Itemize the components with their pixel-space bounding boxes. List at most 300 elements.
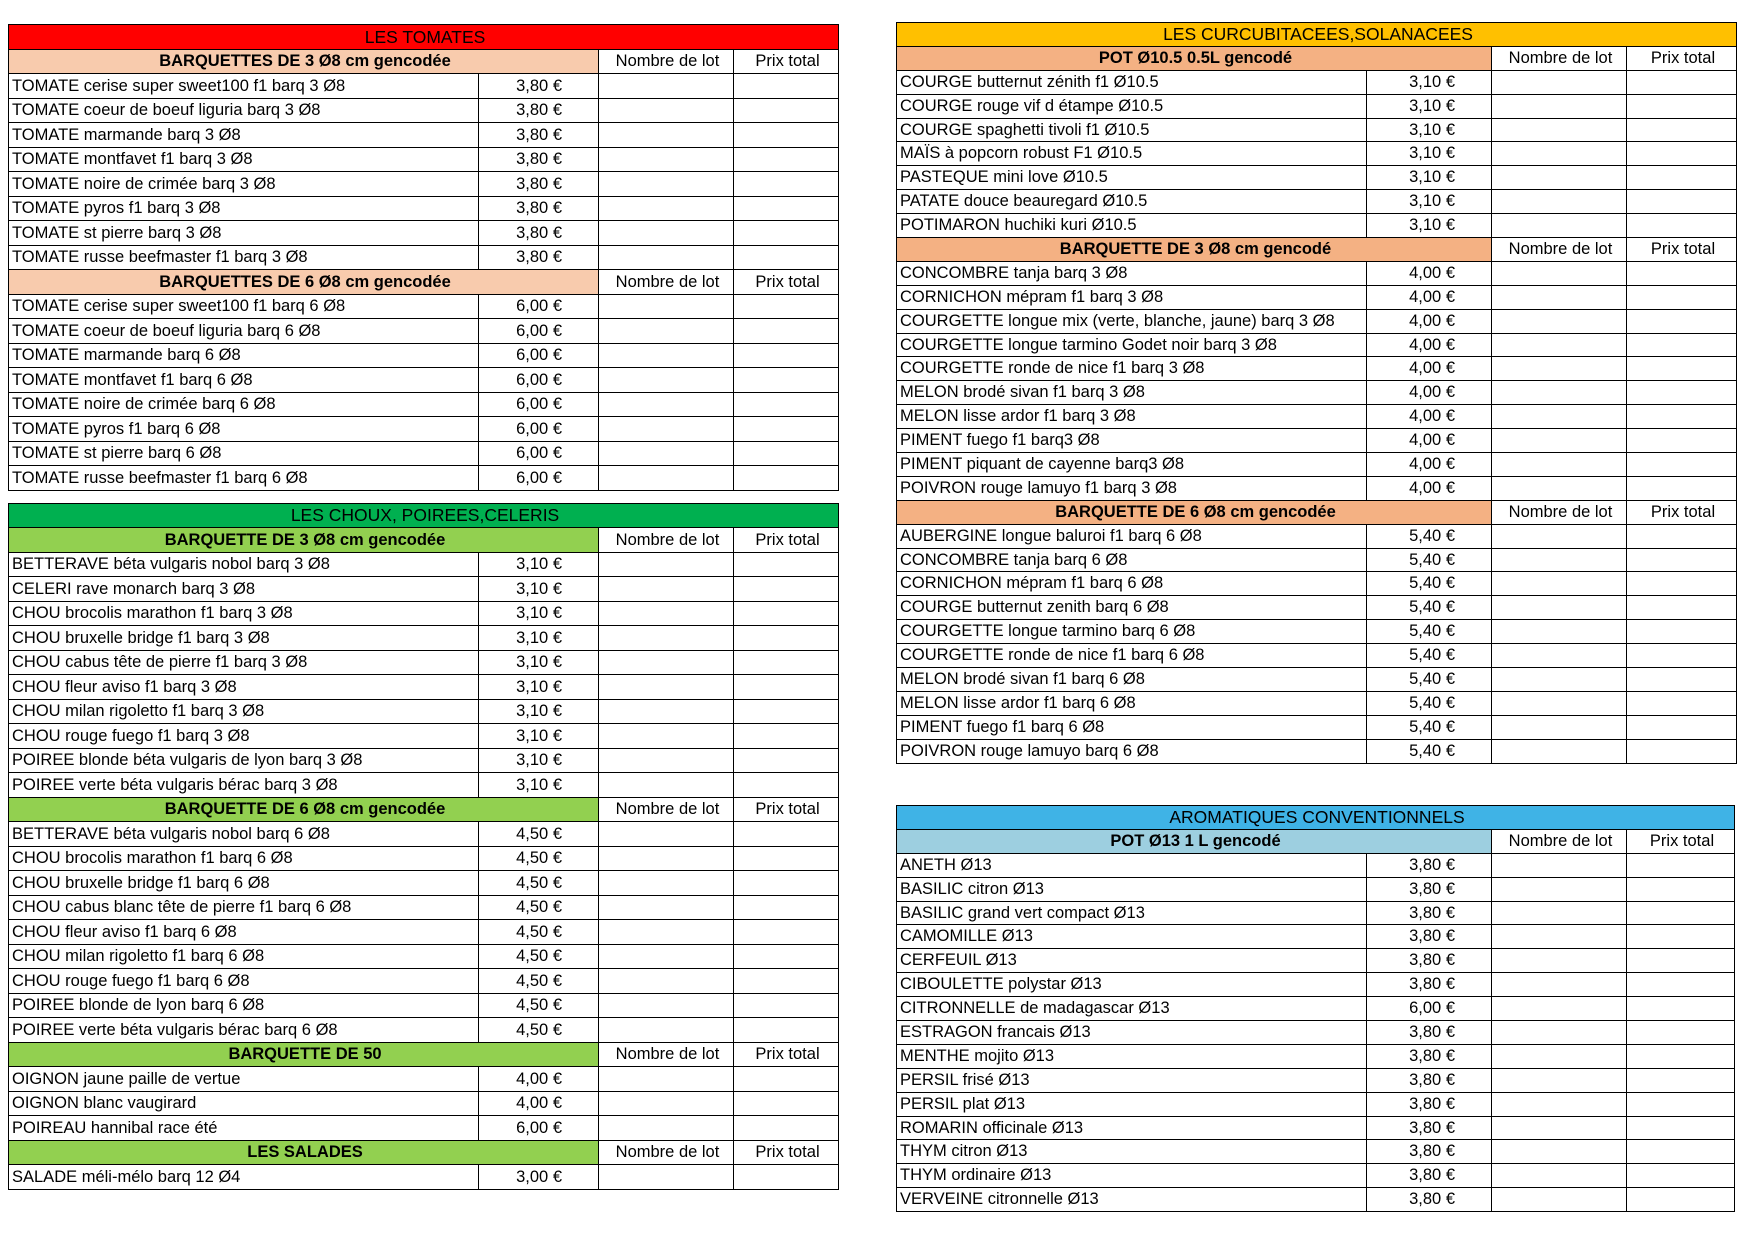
- table-row: [897, 1140, 1735, 1164]
- lot-count-cell[interactable]: [1492, 261, 1627, 285]
- lot-count-cell[interactable]: [1492, 118, 1627, 142]
- column-header-total: Prix total: [734, 1140, 839, 1165]
- lot-count-cell[interactable]: [1492, 1164, 1627, 1188]
- total-price-cell[interactable]: [734, 368, 839, 393]
- total-price-cell[interactable]: [734, 392, 839, 417]
- lot-count-cell[interactable]: [599, 944, 734, 969]
- product-price: 4,00 €: [1367, 357, 1492, 381]
- total-price-cell[interactable]: [734, 773, 839, 798]
- table-row: [897, 261, 1737, 285]
- lot-count-cell[interactable]: [599, 675, 734, 700]
- lot-count-cell[interactable]: [1492, 309, 1627, 333]
- product-name: PIMENT fuego f1 barq3 Ø8: [897, 429, 1367, 453]
- product-price: 3,80 €: [1367, 1021, 1492, 1045]
- lot-count-cell[interactable]: [599, 294, 734, 319]
- total-price-cell[interactable]: [734, 221, 839, 246]
- table-row: [9, 172, 839, 197]
- lot-count-cell[interactable]: [1492, 1188, 1627, 1212]
- lot-count-cell[interactable]: [599, 699, 734, 724]
- group-header: [897, 829, 1735, 853]
- table-row: [9, 724, 839, 749]
- product-name: TOMATE pyros f1 barq 3 Ø8: [9, 196, 479, 221]
- lot-count-cell[interactable]: [599, 1165, 734, 1190]
- product-price: 4,50 €: [479, 993, 599, 1018]
- product-price: 3,80 €: [1367, 1092, 1492, 1116]
- group-header: [9, 797, 839, 822]
- product-price: 3,10 €: [479, 724, 599, 749]
- lot-count-cell[interactable]: [599, 1091, 734, 1116]
- product-price: 4,00 €: [1367, 476, 1492, 500]
- lot-count-cell[interactable]: [599, 626, 734, 651]
- lot-count-cell[interactable]: [1492, 548, 1627, 572]
- product-price: 4,50 €: [479, 920, 599, 945]
- total-price-cell[interactable]: [734, 123, 839, 148]
- total-price-cell[interactable]: [1627, 429, 1737, 453]
- order-table: [896, 805, 1735, 1212]
- product-price: 5,40 €: [1367, 596, 1492, 620]
- product-name: TOMATE russe beefmaster f1 barq 3 Ø8: [9, 245, 479, 270]
- lot-count-cell[interactable]: [1492, 644, 1627, 668]
- total-price-cell[interactable]: [734, 245, 839, 270]
- group-title: BARQUETTE DE 6 Ø8 cm gencodée: [897, 500, 1492, 524]
- product-price: 5,40 €: [1367, 691, 1492, 715]
- total-price-cell[interactable]: [1627, 973, 1735, 997]
- product-price: 3,80 €: [1367, 1044, 1492, 1068]
- table-row: [897, 644, 1737, 668]
- table-row: [897, 1092, 1735, 1116]
- lot-count-cell[interactable]: [599, 417, 734, 442]
- total-price-cell[interactable]: [734, 343, 839, 368]
- product-price: 4,50 €: [479, 871, 599, 896]
- product-price: 4,00 €: [1367, 309, 1492, 333]
- product-name: POIVRON rouge lamuyo f1 barq 3 Ø8: [897, 476, 1367, 500]
- total-price-cell[interactable]: [1627, 1092, 1735, 1116]
- lot-count-cell[interactable]: [599, 969, 734, 994]
- product-price: 4,00 €: [479, 1091, 599, 1116]
- total-price-cell[interactable]: [1627, 715, 1737, 739]
- total-price-cell[interactable]: [734, 895, 839, 920]
- product-name: PASTEQUE mini love Ø10.5: [897, 166, 1367, 190]
- lot-count-cell[interactable]: [1492, 668, 1627, 692]
- lot-count-cell[interactable]: [1492, 1021, 1627, 1045]
- product-name: COURGETTE longue tarmino Godet noir barq 3 Ø8: [897, 333, 1367, 357]
- total-price-cell[interactable]: [1627, 901, 1735, 925]
- product-price: 3,10 €: [1367, 190, 1492, 214]
- product-price: 3,80 €: [479, 172, 599, 197]
- lot-count-cell[interactable]: [1492, 739, 1627, 763]
- product-price: 3,10 €: [479, 626, 599, 651]
- table-row: [9, 1067, 839, 1092]
- total-price-cell[interactable]: [1627, 1044, 1735, 1068]
- total-price-cell[interactable]: [1627, 476, 1737, 500]
- product-name: OIGNON jaune paille de vertue: [9, 1067, 479, 1092]
- lot-count-cell[interactable]: [599, 245, 734, 270]
- section-title: LES CHOUX, POIREES,CELERIS: [9, 503, 839, 528]
- total-price-cell[interactable]: [734, 944, 839, 969]
- total-price-cell[interactable]: [734, 552, 839, 577]
- product-price: 3,10 €: [479, 748, 599, 773]
- product-price: 3,80 €: [1367, 1116, 1492, 1140]
- table-row: [897, 1116, 1735, 1140]
- lot-count-cell[interactable]: [1492, 94, 1627, 118]
- section-title: LES CURCUBITACEES,SOLANACEES: [897, 23, 1737, 47]
- table-row: [897, 1164, 1735, 1188]
- total-price-cell[interactable]: [1627, 1068, 1735, 1092]
- group-title: POT Ø13 1 L gencodé: [897, 829, 1492, 853]
- product-price: 3,10 €: [1367, 214, 1492, 238]
- lot-count-cell[interactable]: [599, 871, 734, 896]
- product-name: TOMATE noire de crimée barq 3 Ø8: [9, 172, 479, 197]
- lot-count-cell[interactable]: [599, 846, 734, 871]
- product-name: TOMATE cerise super sweet100 f1 barq 6 Ø8: [9, 294, 479, 319]
- table-row: [9, 577, 839, 602]
- lot-count-cell[interactable]: [599, 552, 734, 577]
- table-row: [897, 853, 1735, 877]
- lot-count-cell[interactable]: [1492, 877, 1627, 901]
- product-name: CHOU rouge fuego f1 barq 6 Ø8: [9, 969, 479, 994]
- total-price-cell[interactable]: [1627, 214, 1737, 238]
- total-price-cell[interactable]: [1627, 1164, 1735, 1188]
- table-row: [9, 294, 839, 319]
- lot-count-cell[interactable]: [599, 724, 734, 749]
- total-price-cell[interactable]: [734, 724, 839, 749]
- lot-count-cell[interactable]: [1492, 1068, 1627, 1092]
- total-price-cell[interactable]: [734, 319, 839, 344]
- column-header-total: Prix total: [734, 1042, 839, 1067]
- product-name: CHOU bruxelle bridge f1 barq 6 Ø8: [9, 871, 479, 896]
- total-price-cell[interactable]: [734, 294, 839, 319]
- total-price-cell[interactable]: [1627, 877, 1735, 901]
- product-price: 3,80 €: [1367, 973, 1492, 997]
- table-row: [9, 1165, 839, 1190]
- total-price-cell[interactable]: [734, 74, 839, 99]
- table-row: [897, 1068, 1735, 1092]
- product-price: 3,80 €: [1367, 1164, 1492, 1188]
- total-price-cell[interactable]: [1627, 1116, 1735, 1140]
- product-name: TOMATE russe beefmaster f1 barq 6 Ø8: [9, 466, 479, 491]
- lot-count-cell[interactable]: [1492, 973, 1627, 997]
- total-price-cell[interactable]: [1627, 357, 1737, 381]
- product-price: 3,80 €: [1367, 853, 1492, 877]
- product-name: POTIMARON huchiki kuri Ø10.5: [897, 214, 1367, 238]
- lot-count-cell[interactable]: [599, 98, 734, 123]
- total-price-cell[interactable]: [734, 577, 839, 602]
- total-price-cell[interactable]: [734, 601, 839, 626]
- total-price-cell[interactable]: [734, 626, 839, 651]
- total-price-cell[interactable]: [734, 1116, 839, 1141]
- column-header-lots: Nombre de lot: [599, 797, 734, 822]
- total-price-cell[interactable]: [1627, 853, 1735, 877]
- lot-count-cell[interactable]: [599, 441, 734, 466]
- total-price-cell[interactable]: [734, 417, 839, 442]
- right-top-column: [896, 22, 1736, 764]
- total-price-cell[interactable]: [1627, 166, 1737, 190]
- lot-count-cell[interactable]: [599, 1067, 734, 1092]
- table-row: [9, 1091, 839, 1116]
- total-price-cell[interactable]: [734, 172, 839, 197]
- order-table: [8, 503, 839, 1190]
- total-price-cell[interactable]: [1627, 548, 1737, 572]
- product-name: CERFEUIL Ø13: [897, 949, 1367, 973]
- total-price-cell[interactable]: [1627, 333, 1737, 357]
- table-row: [897, 1044, 1735, 1068]
- lot-count-cell[interactable]: [1492, 357, 1627, 381]
- lot-count-cell[interactable]: [1492, 190, 1627, 214]
- lot-count-cell[interactable]: [1492, 925, 1627, 949]
- product-name: BETTERAVE béta vulgaris nobol barq 6 Ø8: [9, 822, 479, 847]
- table-row: [9, 319, 839, 344]
- total-price-cell[interactable]: [1627, 949, 1735, 973]
- total-price-cell[interactable]: [1627, 1140, 1735, 1164]
- product-name: ESTRAGON francais Ø13: [897, 1021, 1367, 1045]
- lot-count-cell[interactable]: [599, 319, 734, 344]
- lot-count-cell[interactable]: [599, 221, 734, 246]
- lot-count-cell[interactable]: [599, 993, 734, 1018]
- total-price-cell[interactable]: [734, 1018, 839, 1043]
- product-name: TOMATE montfavet f1 barq 6 Ø8: [9, 368, 479, 393]
- product-name: COURGE butternut zénith f1 Ø10.5: [897, 70, 1367, 94]
- total-price-cell[interactable]: [1627, 596, 1737, 620]
- total-price-cell[interactable]: [1627, 285, 1737, 309]
- product-name: POIREAU hannibal race été: [9, 1116, 479, 1141]
- lot-count-cell[interactable]: [1492, 572, 1627, 596]
- lot-count-cell[interactable]: [599, 1116, 734, 1141]
- column-header-total: Prix total: [1627, 500, 1737, 524]
- lot-count-cell[interactable]: [1492, 214, 1627, 238]
- total-price-cell[interactable]: [1627, 739, 1737, 763]
- lot-count-cell[interactable]: [1492, 997, 1627, 1021]
- product-price: 6,00 €: [479, 1116, 599, 1141]
- lot-count-cell[interactable]: [599, 74, 734, 99]
- product-price: 5,40 €: [1367, 668, 1492, 692]
- total-price-cell[interactable]: [1627, 405, 1737, 429]
- total-price-cell[interactable]: [1627, 142, 1737, 166]
- lot-count-cell[interactable]: [1492, 853, 1627, 877]
- total-price-cell[interactable]: [1627, 925, 1735, 949]
- product-name: TOMATE st pierre barq 6 Ø8: [9, 441, 479, 466]
- lot-count-cell[interactable]: [1492, 691, 1627, 715]
- product-price: 3,10 €: [479, 650, 599, 675]
- group-title: POT Ø10.5 0.5L gencodé: [897, 46, 1492, 70]
- total-price-cell[interactable]: [1627, 261, 1737, 285]
- product-name: MELON brodé sivan f1 barq 3 Ø8: [897, 381, 1367, 405]
- lot-count-cell[interactable]: [599, 368, 734, 393]
- table-row: [897, 94, 1737, 118]
- total-price-cell[interactable]: [734, 675, 839, 700]
- product-price: 3,80 €: [479, 123, 599, 148]
- product-price: 4,50 €: [479, 846, 599, 871]
- group-header: [9, 1140, 839, 1165]
- total-price-cell[interactable]: [734, 748, 839, 773]
- table-row: [9, 196, 839, 221]
- table-row: [897, 405, 1737, 429]
- lot-count-cell[interactable]: [1492, 405, 1627, 429]
- product-name: SALADE méli-mélo barq 12 Ø4: [9, 1165, 479, 1190]
- product-price: 3,80 €: [479, 74, 599, 99]
- lot-count-cell[interactable]: [1492, 1140, 1627, 1164]
- product-price: 3,10 €: [479, 773, 599, 798]
- product-name: POIVRON rouge lamuyo barq 6 Ø8: [897, 739, 1367, 763]
- lot-count-cell[interactable]: [599, 748, 734, 773]
- table-row: [897, 572, 1737, 596]
- lot-count-cell[interactable]: [1492, 70, 1627, 94]
- lot-count-cell[interactable]: [1492, 901, 1627, 925]
- product-name: AUBERGINE longue baluroi f1 barq 6 Ø8: [897, 524, 1367, 548]
- lot-count-cell[interactable]: [599, 895, 734, 920]
- lot-count-cell[interactable]: [1492, 381, 1627, 405]
- group-header: [9, 528, 839, 553]
- column-header-lots: Nombre de lot: [1492, 829, 1627, 853]
- table-row: [897, 453, 1737, 477]
- total-price-cell[interactable]: [1627, 997, 1735, 1021]
- product-price: 3,10 €: [1367, 166, 1492, 190]
- product-price: 4,50 €: [479, 822, 599, 847]
- total-price-cell[interactable]: [1627, 381, 1737, 405]
- product-name: MELON lisse ardor f1 barq 3 Ø8: [897, 405, 1367, 429]
- lot-count-cell[interactable]: [599, 147, 734, 172]
- total-price-cell[interactable]: [734, 650, 839, 675]
- product-name: CIBOULETTE polystar Ø13: [897, 973, 1367, 997]
- lot-count-cell[interactable]: [1492, 524, 1627, 548]
- total-price-cell[interactable]: [734, 441, 839, 466]
- lot-count-cell[interactable]: [599, 601, 734, 626]
- table-row: [9, 895, 839, 920]
- table-row: [9, 773, 839, 798]
- column-header-lots: Nombre de lot: [599, 1140, 734, 1165]
- table-row: [897, 548, 1737, 572]
- table-row: [9, 368, 839, 393]
- column-header-lots: Nombre de lot: [599, 49, 734, 74]
- group-title: BARQUETTES DE 6 Ø8 cm gencodée: [9, 270, 599, 295]
- lot-count-cell[interactable]: [599, 466, 734, 491]
- total-price-cell[interactable]: [734, 993, 839, 1018]
- product-name: CHOU cabus tête de pierre f1 barq 3 Ø8: [9, 650, 479, 675]
- total-price-cell[interactable]: [1627, 668, 1737, 692]
- total-price-cell[interactable]: [734, 969, 839, 994]
- section-header: [9, 503, 839, 528]
- table-row: [9, 221, 839, 246]
- table-row: [897, 429, 1737, 453]
- lot-count-cell[interactable]: [599, 577, 734, 602]
- total-price-cell[interactable]: [1627, 118, 1737, 142]
- total-price-cell[interactable]: [1627, 1021, 1735, 1045]
- product-name: OIGNON blanc vaugirard: [9, 1091, 479, 1116]
- table-row: [897, 901, 1735, 925]
- product-name: CELERI rave monarch barq 3 Ø8: [9, 577, 479, 602]
- product-price: 3,80 €: [1367, 1068, 1492, 1092]
- total-price-cell[interactable]: [1627, 524, 1737, 548]
- column-header-total: Prix total: [734, 270, 839, 295]
- table-row: [897, 70, 1737, 94]
- lot-count-cell[interactable]: [1492, 620, 1627, 644]
- lot-count-cell[interactable]: [1492, 285, 1627, 309]
- total-price-cell[interactable]: [1627, 190, 1737, 214]
- total-price-cell[interactable]: [1627, 691, 1737, 715]
- product-name: CONCOMBRE tanja barq 6 Ø8: [897, 548, 1367, 572]
- product-name: MELON brodé sivan f1 barq 6 Ø8: [897, 668, 1367, 692]
- product-price: 4,00 €: [1367, 453, 1492, 477]
- total-price-cell[interactable]: [734, 466, 839, 491]
- lot-count-cell[interactable]: [599, 773, 734, 798]
- table-row: [9, 441, 839, 466]
- product-name: CHOU brocolis marathon f1 barq 6 Ø8: [9, 846, 479, 871]
- total-price-cell[interactable]: [734, 846, 839, 871]
- total-price-cell[interactable]: [734, 98, 839, 123]
- total-price-cell[interactable]: [734, 147, 839, 172]
- product-price: 5,40 €: [1367, 524, 1492, 548]
- total-price-cell[interactable]: [734, 1067, 839, 1092]
- total-price-cell[interactable]: [1627, 572, 1737, 596]
- total-price-cell[interactable]: [1627, 453, 1737, 477]
- total-price-cell[interactable]: [734, 822, 839, 847]
- total-price-cell[interactable]: [734, 196, 839, 221]
- lot-count-cell[interactable]: [599, 343, 734, 368]
- product-name: PIMENT fuego f1 barq 6 Ø8: [897, 715, 1367, 739]
- product-name: TOMATE marmande barq 3 Ø8: [9, 123, 479, 148]
- total-price-cell[interactable]: [1627, 70, 1737, 94]
- total-price-cell[interactable]: [1627, 309, 1737, 333]
- total-price-cell[interactable]: [734, 699, 839, 724]
- lot-count-cell[interactable]: [599, 1018, 734, 1043]
- total-price-cell[interactable]: [734, 871, 839, 896]
- table-row: [897, 1188, 1735, 1212]
- product-name: CITRONNELLE de madagascar Ø13: [897, 997, 1367, 1021]
- total-price-cell[interactable]: [734, 1091, 839, 1116]
- lot-count-cell[interactable]: [1492, 1116, 1627, 1140]
- lot-count-cell[interactable]: [1492, 1092, 1627, 1116]
- group-header: [897, 238, 1737, 262]
- column-header-total: Prix total: [734, 797, 839, 822]
- product-price: 6,00 €: [479, 392, 599, 417]
- product-price: 4,50 €: [479, 1018, 599, 1043]
- lot-count-cell[interactable]: [1492, 1044, 1627, 1068]
- total-price-cell[interactable]: [734, 1165, 839, 1190]
- lot-count-cell[interactable]: [599, 196, 734, 221]
- lot-count-cell[interactable]: [599, 822, 734, 847]
- total-price-cell[interactable]: [1627, 1188, 1735, 1212]
- product-name: POIREE verte béta vulgaris bérac barq 3 Ø8: [9, 773, 479, 798]
- lot-count-cell[interactable]: [599, 172, 734, 197]
- table-row: [897, 214, 1737, 238]
- total-price-cell[interactable]: [734, 920, 839, 945]
- table-row: [9, 245, 839, 270]
- product-price: 6,00 €: [479, 441, 599, 466]
- lot-count-cell[interactable]: [1492, 142, 1627, 166]
- total-price-cell[interactable]: [1627, 620, 1737, 644]
- total-price-cell[interactable]: [1627, 94, 1737, 118]
- total-price-cell[interactable]: [1627, 644, 1737, 668]
- product-name: PERSIL plat Ø13: [897, 1092, 1367, 1116]
- product-name: COURGETTE longue tarmino barq 6 Ø8: [897, 620, 1367, 644]
- product-name: TOMATE st pierre barq 3 Ø8: [9, 221, 479, 246]
- lot-count-cell[interactable]: [1492, 429, 1627, 453]
- lot-count-cell[interactable]: [599, 392, 734, 417]
- product-name: TOMATE marmande barq 6 Ø8: [9, 343, 479, 368]
- table-row: [9, 417, 839, 442]
- lot-count-cell[interactable]: [1492, 476, 1627, 500]
- lot-count-cell[interactable]: [1492, 596, 1627, 620]
- lot-count-cell[interactable]: [1492, 333, 1627, 357]
- lot-count-cell[interactable]: [599, 920, 734, 945]
- lot-count-cell[interactable]: [1492, 453, 1627, 477]
- lot-count-cell[interactable]: [1492, 166, 1627, 190]
- lot-count-cell[interactable]: [1492, 949, 1627, 973]
- lot-count-cell[interactable]: [599, 650, 734, 675]
- group-title: BARQUETTE DE 3 Ø8 cm gencodé: [897, 238, 1492, 262]
- lot-count-cell[interactable]: [1492, 715, 1627, 739]
- lot-count-cell[interactable]: [599, 123, 734, 148]
- table-row: [9, 343, 839, 368]
